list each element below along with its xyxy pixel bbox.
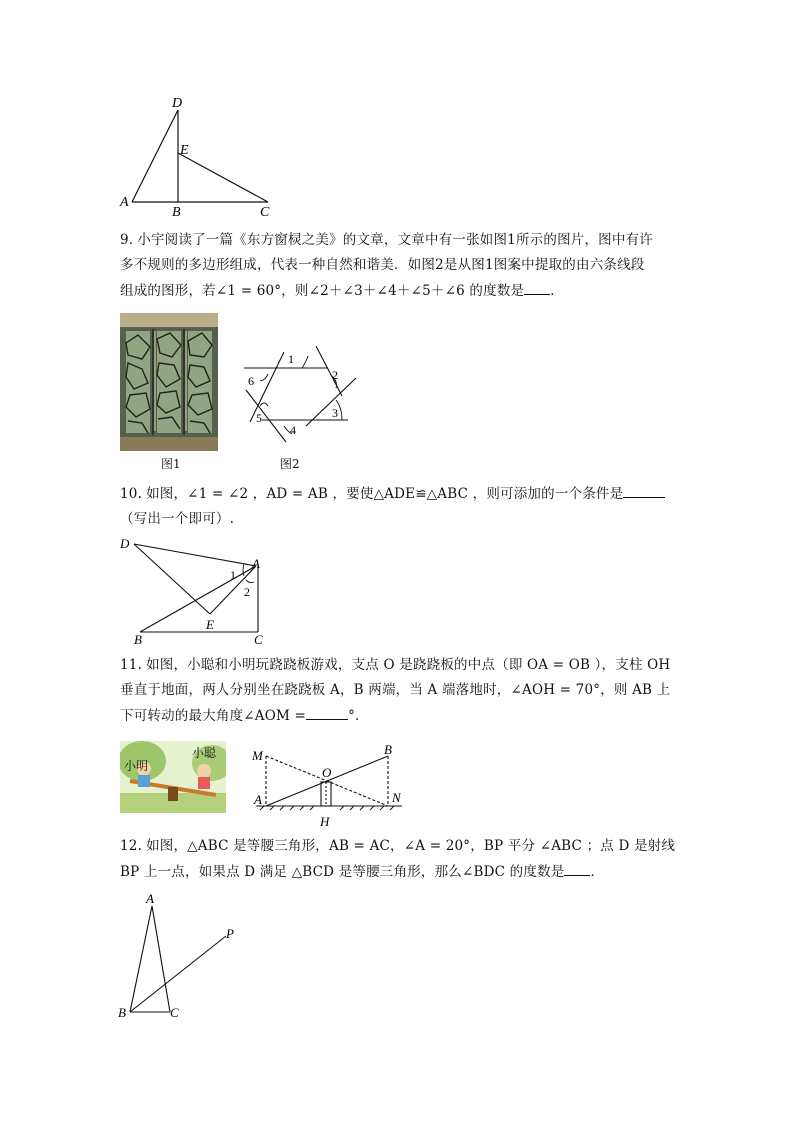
photo-label-xiaoming: 小明: [124, 759, 149, 773]
angle-2-label: 2: [332, 368, 338, 382]
q9-line-1: 9. 小宇阅读了一篇《东方窗棂之美》的文章，文章中有一张如图1所示的图片，图中有许: [120, 232, 653, 248]
figure-q9-hexagon: [238, 338, 362, 446]
window-lattice-photo: [120, 313, 218, 451]
label-A: A: [252, 556, 260, 571]
answer-blank[interactable]: [564, 859, 590, 876]
answer-blank[interactable]: [524, 278, 550, 295]
label-A: A: [120, 195, 129, 210]
caption-figure-1: 图1: [161, 457, 181, 471]
question-10: [120, 481, 680, 532]
label-N: N: [392, 790, 401, 805]
angle-3-label: 3: [332, 406, 338, 420]
question-9: [120, 228, 680, 304]
q10-line-1: 10. 如图，∠1 = ∠2 ，AD = AB ，要使△ADE≌△ABC ，则可添加的一个条件是: [120, 481, 680, 507]
label-E: E: [180, 143, 189, 158]
caption-figure-2: 图2: [280, 457, 300, 471]
label-M: M: [252, 748, 263, 763]
label-O: O: [322, 765, 332, 780]
angle-1-label: 1: [288, 352, 294, 366]
figure-q12: [112, 890, 252, 1022]
q10-line-2: （写出一个即可）.: [120, 511, 235, 527]
label-A: A: [146, 891, 154, 906]
label-E: E: [206, 617, 214, 632]
figure-q10: [112, 532, 282, 648]
q12-line-2: BP 上一点，如果点 D 满足 △BCD 是等腰三角形，那么∠BDC 的度数是 ．: [120, 859, 680, 885]
angle-1-label: 1: [230, 568, 236, 582]
answer-blank[interactable]: [623, 481, 665, 498]
angle-6-label: 6: [248, 374, 254, 388]
figure-q11: [246, 740, 412, 832]
label-C: C: [170, 1005, 179, 1020]
question-12: [120, 834, 680, 885]
q11-line-2: 垂直于地面，两人分别坐在跷跷板 A，B 两端，当 A 端落地时，∠AOH = 70°，则 AB 上: [120, 682, 671, 698]
q12-line-1: 12. 如图，△ABC 是等腰三角形，AB = AC，∠A = 20°，BP 平分 ∠ABC ；点 D 是射线: [120, 838, 676, 854]
q9-line-2: 多不规则的多边形组成，代表一种自然和谐美．如图2是从图1图案中提取的由六条线段: [120, 257, 645, 273]
figure-q8: [110, 90, 290, 220]
angle-4-label: 4: [290, 423, 296, 437]
label-B: B: [134, 632, 142, 647]
q11-line-1: 11. 如图，小聪和小明玩跷跷板游戏，支点 O 是跷跷板的中点（即 OA = OB ），支柱 OH: [120, 657, 671, 673]
label-D: D: [120, 536, 130, 551]
photo-label-xiaocong: 小聪: [192, 746, 217, 760]
answer-blank[interactable]: [306, 703, 348, 720]
angle-2-label: 2: [244, 585, 250, 599]
label-B: B: [384, 742, 392, 757]
angle-5-label: 5: [256, 411, 262, 425]
label-B: B: [172, 205, 181, 220]
label-P: P: [226, 926, 234, 941]
question-11: [120, 653, 680, 729]
label-D: D: [172, 96, 183, 111]
label-H: H: [320, 814, 330, 829]
label-A: A: [254, 792, 262, 807]
label-C: C: [254, 632, 263, 647]
seesaw-photo: [120, 741, 226, 813]
label-C: C: [260, 205, 270, 220]
label-B: B: [118, 1005, 126, 1020]
q11-line-3: 下可转动的最大角度∠AOM = °．: [120, 703, 680, 729]
q9-line-3: 组成的图形，若∠1 = 60°，则∠2＋∠3＋∠4＋∠5＋∠6 的度数是 ．: [120, 278, 680, 304]
